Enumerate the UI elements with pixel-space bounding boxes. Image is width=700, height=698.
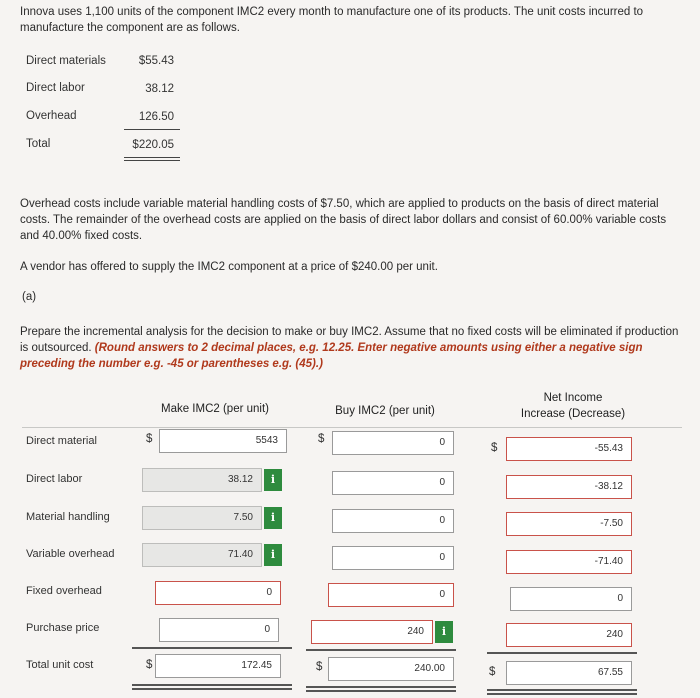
- total-rule-make: [132, 647, 292, 649]
- cost-label-direct-labor: Direct labor: [26, 82, 85, 94]
- double-rule-net-1: [487, 689, 637, 691]
- currency-symbol: $: [146, 659, 153, 671]
- row-label-total-unit-cost: Total unit cost: [26, 659, 94, 671]
- currency-symbol: $: [489, 666, 496, 678]
- make-total-unit-cost-input[interactable]: 172.45: [155, 654, 281, 678]
- buy-direct-labor-input[interactable]: 0: [332, 471, 454, 495]
- double-rule-buy-1: [306, 686, 456, 688]
- row-label-variable-overhead: Variable overhead: [26, 548, 115, 560]
- make-direct-material-input[interactable]: 5543: [159, 429, 287, 453]
- info-icon[interactable]: i: [264, 507, 282, 529]
- instruction-text: [20, 324, 688, 372]
- vendor-text: A vendor has offered to supply the IMC2 component at a price of $240.00 per unit.: [20, 261, 438, 273]
- cost-value-direct-labor: 38.12: [145, 83, 174, 95]
- intro-text: Innova uses 1,100 units of the component IMC2 every month to manufacture one of its products. The unit costs incurred to manufacture the component are as follows.: [20, 6, 644, 34]
- total-rule-net: [487, 652, 637, 654]
- cost-subtotal-rule: [124, 129, 180, 130]
- row-label-purchase-price: Purchase price: [26, 622, 100, 634]
- net-fixed-overhead-input[interactable]: 0: [510, 587, 632, 611]
- buy-total-unit-cost-input[interactable]: 240.00: [328, 657, 454, 681]
- currency-symbol: $: [146, 433, 153, 445]
- instruction-emphasis: (Round answers to 2 decimal places, e.g. 12.25. Enter negative amounts using either a negative sign preceding the number e.g. -45 or parentheses e.g. (45).): [20, 342, 643, 370]
- cost-total-rule-2: [124, 160, 180, 161]
- make-variable-overhead-input[interactable]: 71.40: [142, 543, 262, 567]
- net-variable-overhead-input[interactable]: -71.40: [506, 550, 632, 574]
- buy-purchase-price-input[interactable]: 240: [311, 620, 433, 644]
- buy-variable-overhead-input[interactable]: 0: [332, 546, 454, 570]
- cost-value-total: $220.05: [132, 139, 174, 151]
- info-icon[interactable]: i: [264, 469, 282, 491]
- make-fixed-overhead-input[interactable]: 0: [155, 581, 281, 605]
- make-direct-labor-input[interactable]: 38.12: [142, 468, 262, 492]
- double-rule-make-2: [132, 688, 292, 690]
- overhead-text: Overhead costs include variable material handling costs of $7.50, which are applied to products on the basis of direct material costs. The remainder of the overhead costs are applied on the basis of direct labor dollars and consist of 60.00% variable costs and 40.00% fixed costs.: [20, 198, 667, 242]
- currency-symbol: $: [316, 661, 323, 673]
- instruction-plain: Prepare the incremental analysis for the decision to make or buy IMC2. Assume that no fixed costs will be eliminated if production is outsourced.: [20, 326, 679, 354]
- row-label-fixed-overhead: Fixed overhead: [26, 585, 102, 597]
- double-rule-net-2: [487, 693, 637, 695]
- header-make: Make IMC2 (per unit): [160, 403, 269, 415]
- part-label: (a): [22, 291, 37, 303]
- cost-value-direct-materials: $55.43: [138, 55, 174, 67]
- header-divider: [22, 427, 682, 428]
- currency-symbol: $: [318, 433, 325, 445]
- cost-label-total: Total: [26, 138, 51, 150]
- total-rule-buy: [306, 649, 456, 651]
- net-total-unit-cost-input[interactable]: 67.55: [506, 661, 632, 685]
- net-direct-labor-input[interactable]: -38.12: [506, 475, 632, 499]
- make-material-handling-input[interactable]: 7.50: [142, 506, 262, 530]
- double-rule-make-1: [132, 684, 292, 686]
- cost-total-rule-1: [124, 157, 180, 158]
- row-label-direct-material: Direct material: [26, 435, 97, 447]
- row-label-material-handling: Material handling: [26, 511, 110, 523]
- header-buy: Buy IMC2 (per unit): [335, 405, 435, 417]
- row-label-direct-labor: Direct labor: [26, 473, 83, 485]
- buy-material-handling-input[interactable]: 0: [332, 509, 454, 533]
- cost-label-direct-materials: Direct materials: [26, 55, 106, 67]
- cost-value-overhead: 126.50: [138, 111, 174, 123]
- info-icon[interactable]: i: [435, 621, 453, 643]
- buy-fixed-overhead-input[interactable]: 0: [328, 583, 454, 607]
- cost-label-overhead: Overhead: [26, 110, 77, 122]
- double-rule-buy-2: [306, 690, 456, 692]
- net-purchase-price-input[interactable]: 240: [506, 623, 632, 647]
- currency-symbol: $: [491, 442, 498, 454]
- buy-direct-material-input[interactable]: 0: [332, 431, 454, 455]
- net-direct-material-input[interactable]: -55.43: [506, 437, 632, 461]
- header-net-line2: Increase (Decrease): [520, 408, 626, 420]
- info-icon[interactable]: i: [264, 544, 282, 566]
- header-net-line1: Net Income: [543, 392, 603, 404]
- make-purchase-price-input[interactable]: 0: [159, 618, 279, 642]
- net-material-handling-input[interactable]: -7.50: [506, 512, 632, 536]
